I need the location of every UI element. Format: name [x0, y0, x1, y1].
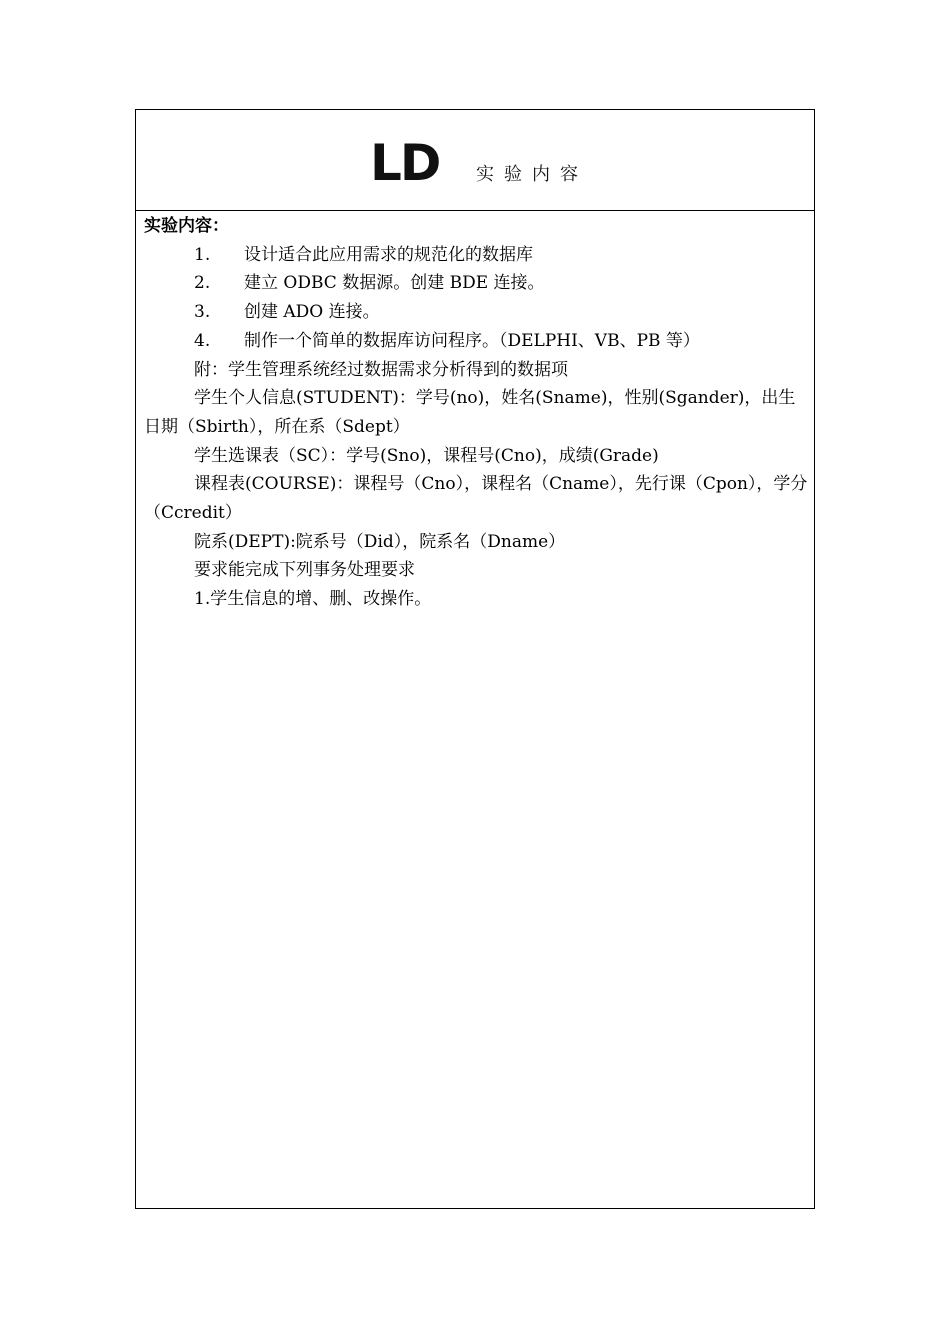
- task-text: 创建 ADO 连接。: [244, 302, 380, 323]
- dept-table-desc: 院系(DEPT):院系号（Did），院系名（Dname）: [194, 531, 566, 552]
- appendix-intro: 附：学生管理系统经过数据需求分析得到的数据项: [194, 359, 568, 380]
- requirement-item: 1.学生信息的增、删、改操作。: [194, 589, 432, 610]
- header-subtitle: 实验内容: [476, 164, 588, 185]
- task-item: [144, 241, 808, 270]
- task-item: [144, 298, 808, 327]
- student-table-desc: 学生个人信息(STUDENT)：学号(no)，姓名(Sname)，性别(Sgander)，出生日期（Sbirth），所在系（Sdept）: [144, 388, 796, 437]
- task-number: 3.: [194, 302, 211, 323]
- course-table-desc: 课程表(COURSE)：课程号（Cno），课程名（Cname），先行课（Cpon），学分（Ccredit）: [144, 474, 808, 524]
- task-number: 1.: [194, 244, 211, 265]
- task-number: 4.: [194, 330, 211, 351]
- task-number: 2.: [194, 273, 211, 294]
- sc-table-desc: 学生选课表（SC）：学号(Sno)，课程号(Cno)，成绩(Grade): [194, 445, 659, 466]
- document-header: [136, 110, 814, 211]
- ld-logo: LD: [370, 134, 440, 192]
- task-item: [144, 327, 808, 356]
- requirements-intro: 要求能完成下列事务处理要求: [194, 560, 415, 581]
- task-text: 建立 ODBC 数据源。创建 BDE 连接。: [244, 273, 545, 294]
- content-title: 实验内容：: [144, 216, 229, 236]
- content-body: [144, 212, 808, 614]
- task-item: [144, 269, 808, 298]
- task-text: 设计适合此应用需求的规范化的数据库: [244, 244, 533, 265]
- document-frame: [135, 109, 815, 1209]
- task-text: 制作一个简单的数据库访问程序。（DELPHI、VB、PB 等）: [244, 330, 700, 351]
